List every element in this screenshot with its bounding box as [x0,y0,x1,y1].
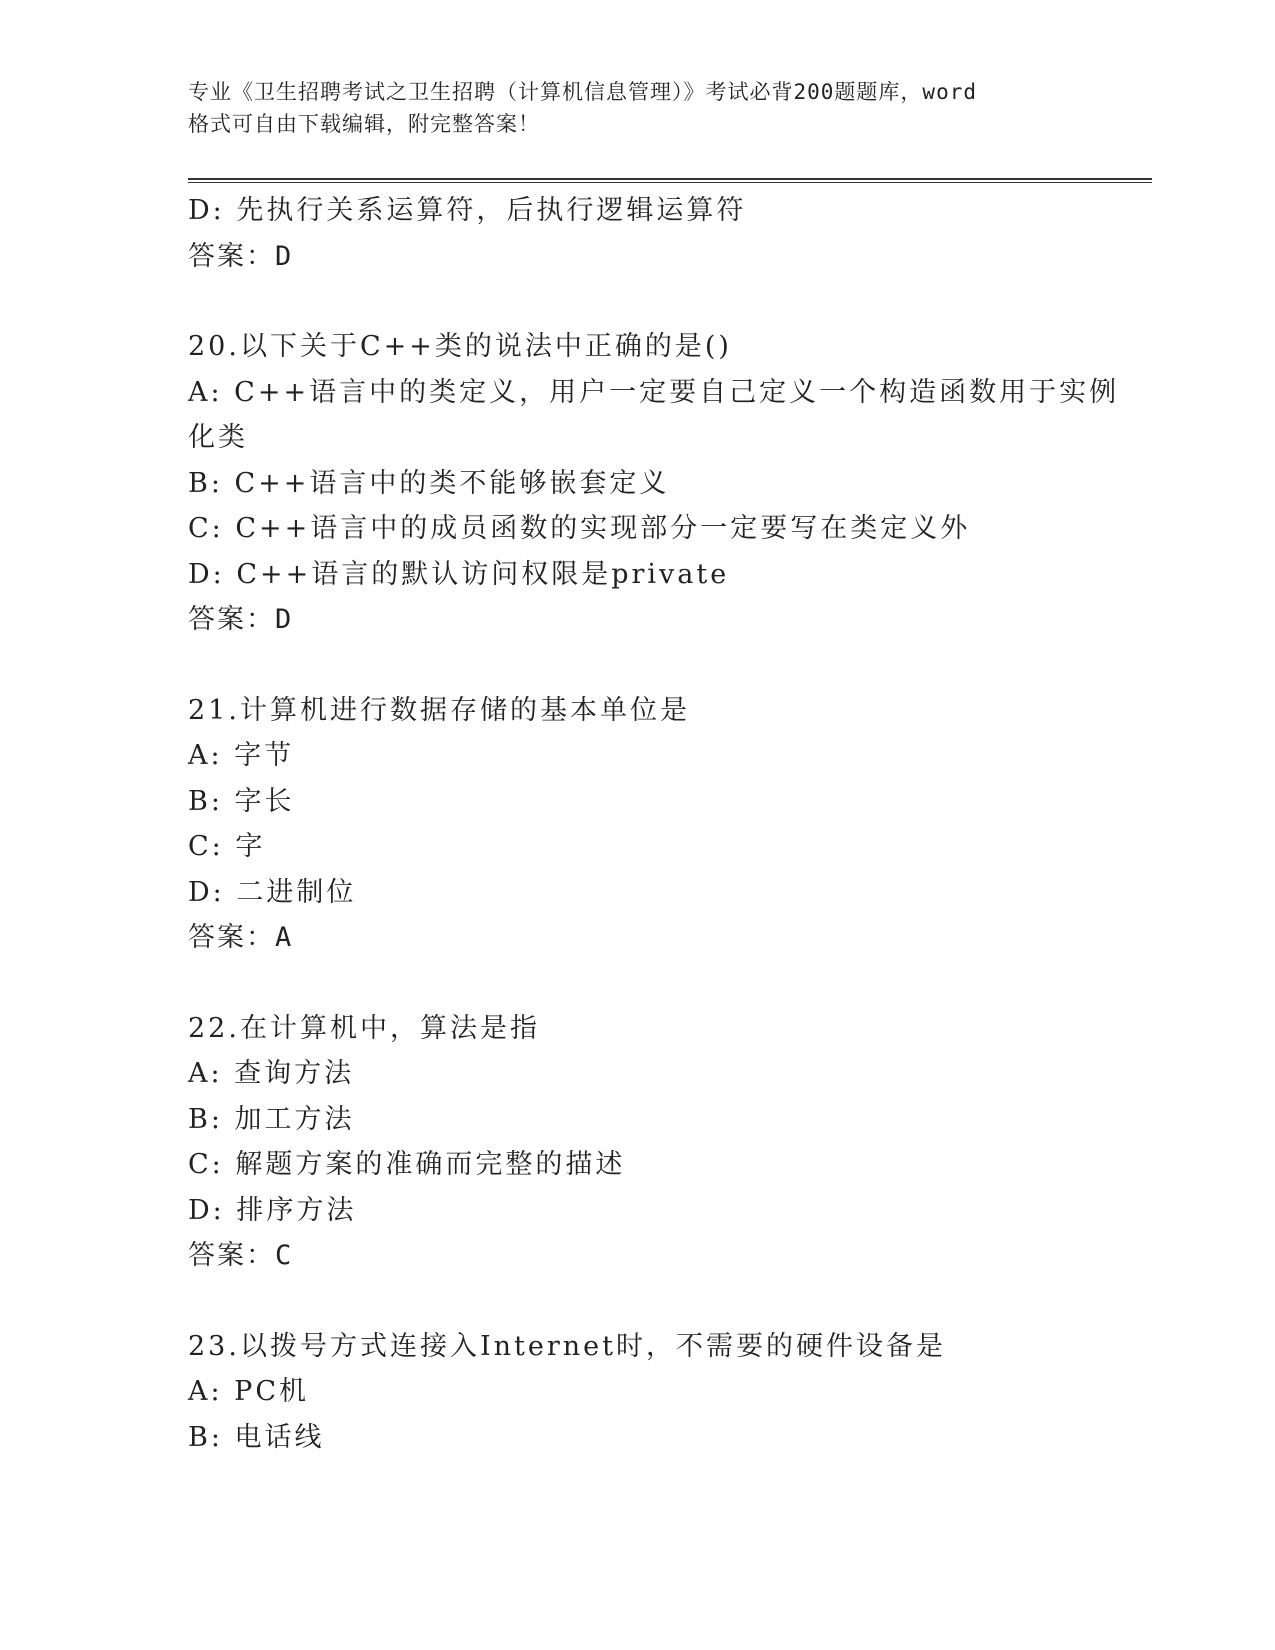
question-text: 22.在计算机中，算法是指 [188,1012,540,1044]
option-a: A: C++语言中的类定义，用户一定要自己定义一个构造函数用于实例 [188,376,1120,408]
option-a: A: PC机 [188,1376,310,1407]
spacer [188,961,1088,1006]
option-a: A: 查询方法 [188,1058,355,1089]
question-text: 21.计算机进行数据存储的基本单位是 [188,694,690,726]
question-block-20 [188,324,1120,643]
answer-line: 答案：D [188,604,294,635]
option-c: C: 字 [188,831,266,862]
header-line-1: 专业《卫生招聘考试之卫生招聘（计算机信息管理）》考试必背200题题库，word [188,80,977,104]
spacer [188,279,1088,324]
option-b: B: 加工方法 [188,1103,355,1135]
option-d: D: 排序方法 [188,1194,357,1226]
answer-line: 答案：C [188,1240,294,1271]
option-d: D: C++语言的默认访问权限是private [188,558,730,590]
document-header [188,76,1088,140]
question-block-21 [188,688,1088,961]
question-list [188,188,1120,1460]
question-block-19 [188,188,1088,279]
option-a-continued: 化类 [188,422,248,453]
spacer [188,1279,1088,1324]
option-d: D: 二进制位 [188,876,357,908]
option-b: B: 电话线 [188,1421,325,1453]
header-divider [188,178,1152,183]
answer-line: 答案：D [188,240,294,272]
question-block-22 [188,1006,1088,1279]
header-line-2: 格式可自由下载编辑，附完整答案！ [188,112,540,136]
question-text: 23.以拨号方式连接入Internet时，不需要的硬件设备是 [188,1330,946,1362]
answer-line: 答案：A [188,922,294,953]
option-a: A: 字节 [188,740,295,771]
question-block-23 [188,1324,1088,1461]
spacer [188,643,1088,688]
question-text: 20.以下关于C++类的说法中正确的是() [188,331,732,362]
option-b: B: 字长 [188,785,295,817]
option-d: D: 先执行关系运算符，后执行逻辑运算符 [188,195,747,226]
option-c: C: 解题方案的准确而完整的描述 [188,1149,626,1180]
option-b: B: C++语言中的类不能够嵌套定义 [188,467,670,499]
option-c: C: C++语言中的成员函数的实现部分一定要写在类定义外 [188,513,971,544]
